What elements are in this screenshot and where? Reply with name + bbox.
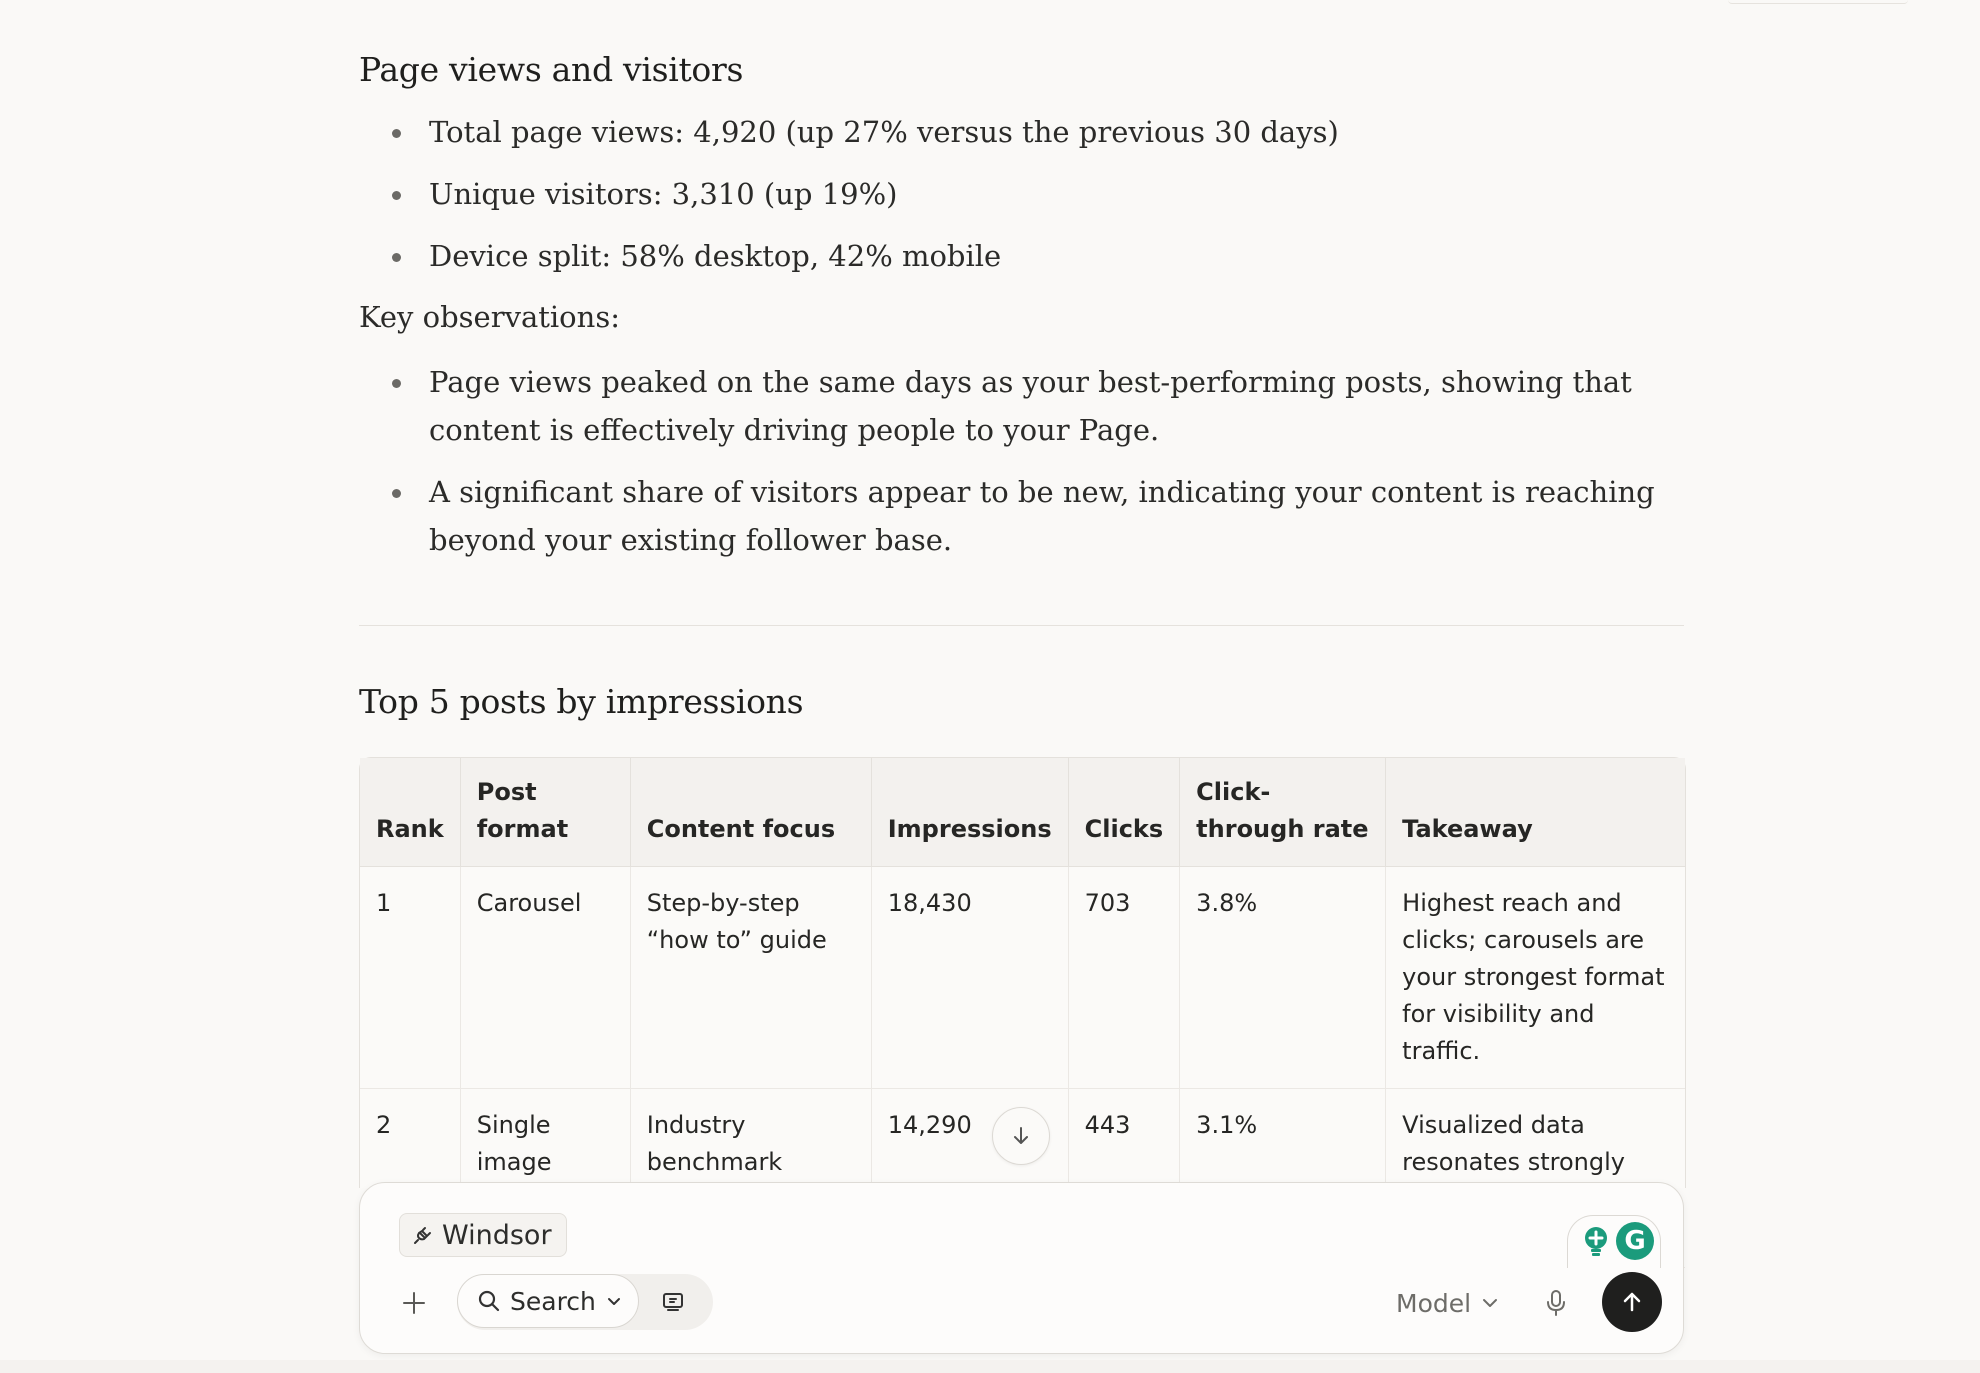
column-header-rank: Rank — [360, 758, 460, 867]
tools-group — [457, 1274, 713, 1330]
tool-button[interactable] — [657, 1286, 689, 1318]
table-row — [360, 867, 1685, 1089]
column-header-ctr: Click-through rate — [1180, 758, 1386, 867]
column-header-clicks: Clicks — [1068, 758, 1180, 867]
column-header-impressions: Impressions — [871, 758, 1068, 867]
send-button[interactable] — [1602, 1272, 1662, 1332]
plug-icon — [412, 1224, 434, 1246]
search-label: Search — [510, 1286, 596, 1316]
voice-input-button[interactable] — [1536, 1281, 1576, 1325]
top-panel-edge — [1728, 0, 1908, 4]
cell-ctr: 3.1% — [1180, 1089, 1386, 1268]
list-item: A significant share of visitors appear to be new, indicating your content is reaching beyond your existing follower base. — [359, 468, 1684, 564]
cell-focus: Step-by-step “how to” guide — [630, 867, 871, 1089]
column-header-post-format: Post format — [460, 758, 630, 867]
lightbulb-icon — [1582, 1226, 1610, 1258]
cell-rank: 1 — [360, 867, 460, 1089]
model-label: Model — [1396, 1288, 1472, 1318]
attachment-chip-label: Windsor — [442, 1219, 552, 1251]
grammarly-widget[interactable] — [1567, 1215, 1661, 1268]
cell-takeaway: Highest reach and clicks; carousels are your strongest format for visibility and traffic. — [1386, 867, 1685, 1089]
chevron-down-icon — [606, 1293, 622, 1309]
cell-rank: 2 — [360, 1089, 460, 1268]
model-selector[interactable] — [1396, 1283, 1499, 1323]
message-composer[interactable] — [359, 1182, 1684, 1354]
cell-format: Carousel — [460, 867, 630, 1089]
observations-list — [359, 358, 1684, 578]
cell-format: Single image — [460, 1089, 630, 1268]
list-item: Device split: 58% desktop, 42% mobile — [359, 232, 1684, 280]
bottom-edge — [0, 1360, 1980, 1373]
list-item: Page views peaked on the same days as your best-performing posts, showing that content is effectively driving people to your Page. — [359, 358, 1684, 454]
heading-top-posts: Top 5 posts by impressions — [359, 682, 804, 721]
scroll-to-bottom-button[interactable] — [992, 1107, 1050, 1165]
cell-takeaway: Visualized data resonates strongly — [1386, 1089, 1685, 1268]
arrow-up-icon — [1620, 1290, 1644, 1314]
chevron-down-icon — [1481, 1294, 1499, 1312]
tool-icon — [661, 1290, 685, 1314]
cell-clicks: 703 — [1068, 867, 1180, 1089]
key-observations-label: Key observations: — [359, 300, 620, 334]
microphone-icon — [1544, 1289, 1568, 1317]
search-icon — [478, 1290, 500, 1312]
cell-clicks: 443 — [1068, 1089, 1180, 1268]
grammarly-icon: G — [1616, 1222, 1654, 1260]
search-mode-button[interactable] — [457, 1274, 639, 1328]
list-item: Unique visitors: 3,310 (up 19%) — [359, 170, 1684, 218]
attachment-chip-windsor[interactable] — [399, 1213, 567, 1257]
stats-list — [359, 108, 1684, 294]
plus-icon — [401, 1290, 427, 1316]
cell-impressions: 14,290 — [871, 1089, 1068, 1268]
cell-impressions: 18,430 — [871, 867, 1068, 1089]
arrow-down-icon — [1010, 1125, 1032, 1147]
table-header-row — [360, 758, 1685, 867]
add-attachment-button[interactable] — [392, 1281, 436, 1325]
cell-ctr: 3.8% — [1180, 867, 1386, 1089]
list-item: Total page views: 4,920 (up 27% versus the previous 30 days) — [359, 108, 1684, 156]
cell-focus: Industry benchmark — [630, 1089, 871, 1268]
column-header-takeaway: Takeaway — [1386, 758, 1685, 867]
column-header-content-focus: Content focus — [630, 758, 871, 867]
section-divider — [359, 625, 1684, 626]
heading-page-views: Page views and visitors — [359, 50, 744, 89]
